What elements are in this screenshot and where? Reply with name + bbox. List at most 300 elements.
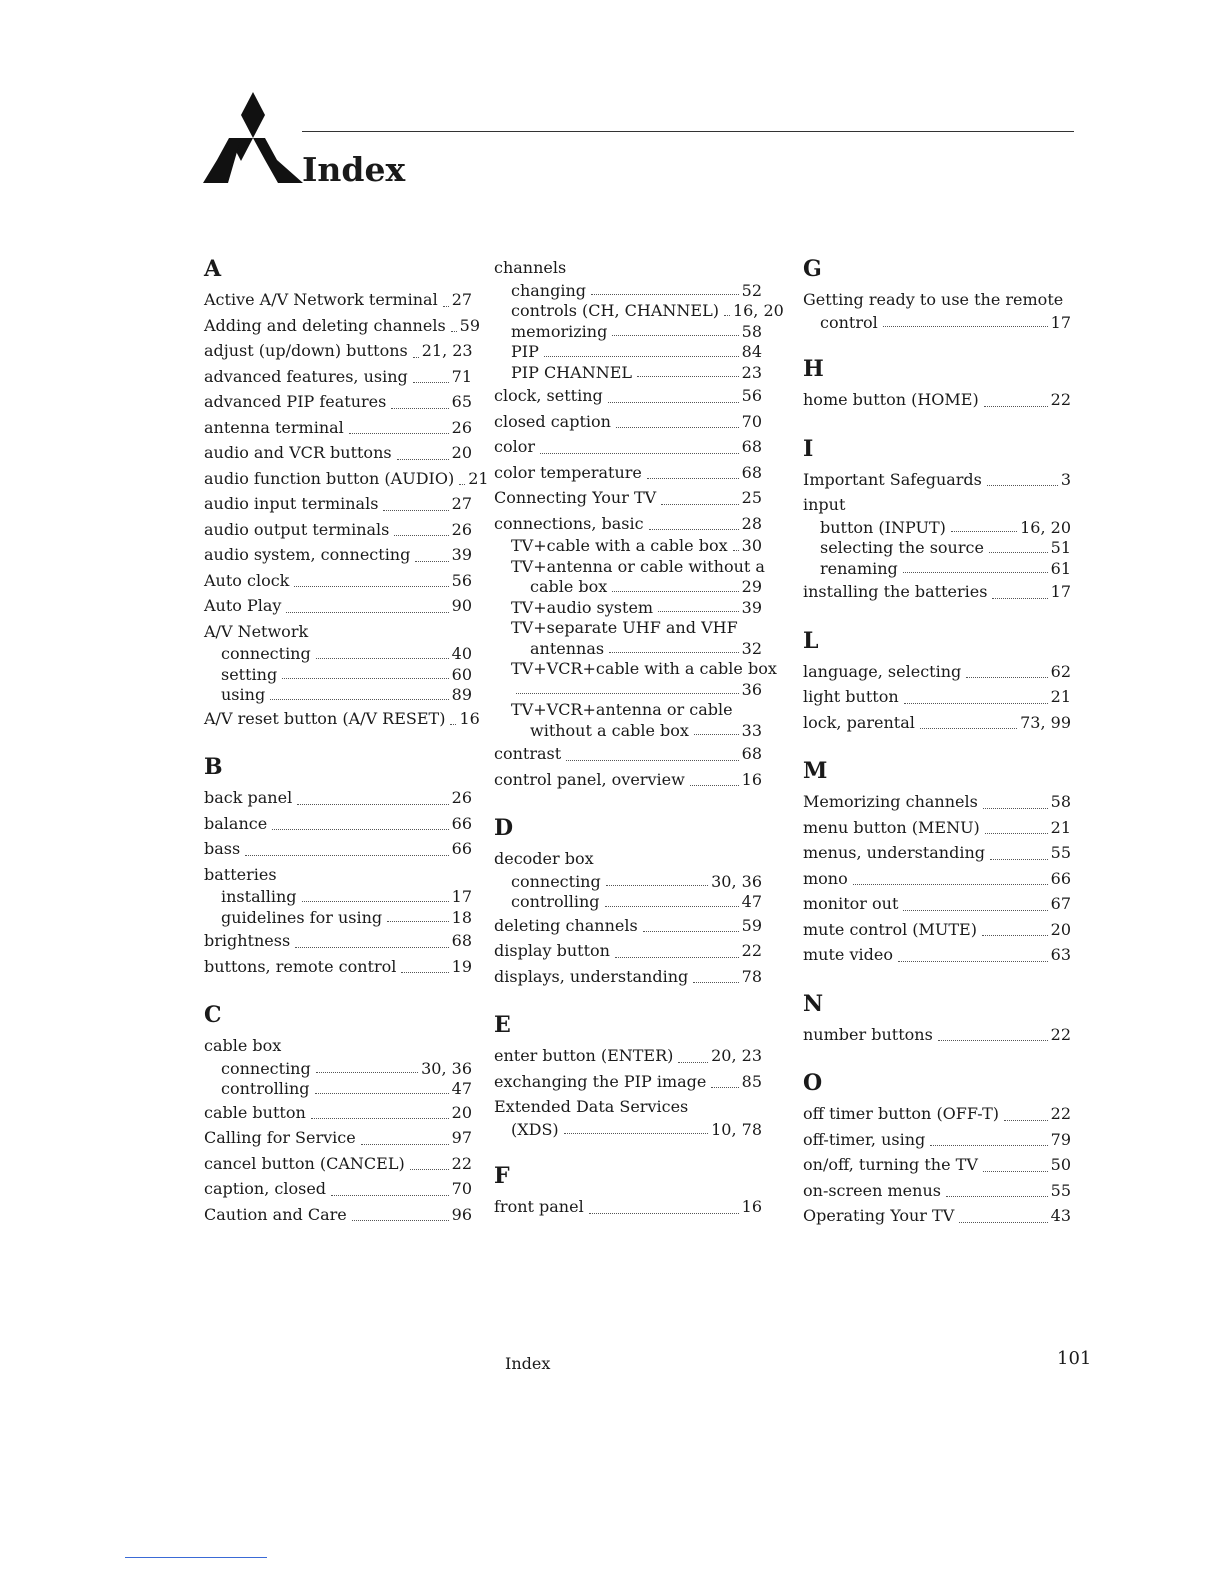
entry-page: 68 (741, 437, 762, 456)
index-subentry (204, 1059, 472, 1080)
entry-page: 56 (451, 570, 472, 590)
dot-leader (451, 331, 457, 332)
dot-leader (459, 484, 465, 485)
index-section-l (803, 627, 1071, 736)
index-entry (204, 836, 472, 862)
index-entry (204, 415, 472, 441)
entry-page: 90 (451, 596, 472, 615)
dot-leader (297, 804, 448, 805)
entry-term: Active A/V Network terminal (204, 290, 438, 309)
entry-term: mute control (MUTE) (803, 919, 977, 939)
dot-leader (294, 586, 448, 587)
entry-term: color (494, 437, 535, 456)
index-entry (204, 364, 472, 390)
entry-page: 96 (451, 1204, 472, 1224)
index-section-d (494, 814, 762, 989)
dot-leader (693, 982, 738, 983)
entry-page: 22 (1050, 390, 1071, 409)
index-entry (204, 1176, 472, 1202)
index-entry (803, 891, 1071, 917)
section-letter: I (803, 435, 814, 462)
entry-term: audio system, connecting (204, 545, 411, 564)
index-entry (204, 1033, 472, 1059)
entry-page: 22 (741, 941, 762, 960)
index-entry (803, 1101, 1071, 1127)
index-subentry (494, 700, 762, 721)
index-subentry (494, 536, 762, 557)
dot-leader (983, 808, 1048, 809)
index-entry (204, 954, 472, 980)
entry-term: connections, basic (494, 513, 644, 533)
entry-term: front panel (494, 1197, 584, 1216)
index-section-b (204, 753, 472, 979)
dot-leader (987, 485, 1058, 486)
entry-term: Auto Play (204, 596, 282, 615)
index-subentry (494, 301, 784, 322)
entry-term: button (INPUT) (820, 517, 946, 537)
dot-leader (903, 572, 1048, 573)
entry-page: 61 (1050, 558, 1071, 578)
dot-leader (649, 529, 739, 530)
dot-leader (352, 1220, 449, 1221)
entry-page: 68 (741, 462, 762, 482)
dot-leader (589, 1213, 739, 1214)
entry-page: 21 (1050, 817, 1071, 837)
entry-page: 30, 36 (711, 871, 762, 891)
entry-term: input (803, 495, 846, 514)
entry-term: clock, setting (494, 386, 603, 405)
entry-page: 40 (451, 644, 472, 663)
entry-page: 67 (1050, 894, 1071, 913)
entry-page: 79 (1050, 1129, 1071, 1149)
entry-term: Operating Your TV (803, 1206, 955, 1225)
index-entry (204, 287, 472, 313)
dot-leader (946, 1196, 1048, 1197)
index-section-i (803, 435, 1071, 605)
dot-leader (938, 1040, 1048, 1041)
index-subentry (803, 538, 1071, 559)
entry-term: mute video (803, 945, 893, 964)
entry-term: menu button (MENU) (803, 817, 980, 837)
entry-page: 55 (1050, 843, 1071, 862)
index-entry (803, 579, 1071, 605)
index-subentry (803, 518, 1071, 539)
dot-leader (724, 315, 730, 316)
dot-leader (608, 402, 739, 403)
dot-leader (383, 510, 448, 511)
index-subentry (494, 556, 765, 578)
entry-term: setting (221, 664, 278, 684)
entry-term: antennas (530, 638, 605, 658)
entry-page: 29 (741, 577, 762, 596)
entry-term: TV+audio system (511, 597, 654, 617)
index-subentry (204, 908, 472, 929)
index-entry (803, 866, 1071, 892)
entry-term: exchanging the PIP image (494, 1071, 707, 1091)
index-section-a (204, 255, 489, 731)
dot-leader (397, 459, 449, 460)
dot-leader (591, 294, 739, 295)
index-entry (494, 938, 762, 964)
index-subentry (204, 1079, 472, 1100)
entry-page: 25 (741, 488, 762, 507)
entry-term: changing (511, 280, 587, 300)
entry-term: cable box (530, 577, 608, 596)
entry-page: 19 (451, 956, 472, 976)
index-entry (204, 1202, 472, 1228)
dot-leader (415, 561, 448, 562)
entry-page: 30, 36 (421, 1058, 472, 1078)
entry-term: A/V Network (204, 621, 309, 641)
entry-page: 32 (741, 638, 762, 658)
index-column-3 (803, 255, 1071, 1251)
entry-term: without a cable box (530, 720, 689, 740)
dot-leader (516, 693, 739, 694)
entry-term: advanced features, using (204, 366, 408, 386)
entry-term: Getting ready to use the remote (803, 290, 1064, 309)
entry-term: TV+antenna or cable without a (511, 556, 765, 576)
entry-page: 26 (451, 519, 472, 539)
dot-leader (245, 855, 448, 856)
index-entry (494, 1069, 762, 1095)
entry-page: 16 (741, 1197, 762, 1216)
index-entry (803, 917, 1071, 943)
index-column-2 (494, 255, 784, 1242)
entry-page: 84 (741, 342, 762, 361)
entry-term: advanced PIP features (204, 392, 387, 411)
dot-leader (616, 427, 739, 428)
index-entry (204, 811, 472, 837)
entry-term: on-screen menus (803, 1180, 941, 1200)
index-subentry (494, 342, 762, 363)
index-entry (204, 440, 472, 466)
entry-term: back panel (204, 788, 293, 807)
index-entry (803, 710, 1071, 736)
dot-leader (694, 734, 739, 735)
index-entry (204, 619, 472, 645)
dot-leader (711, 1087, 738, 1088)
index-entry (803, 1127, 1071, 1153)
dot-leader (349, 433, 449, 434)
entry-page: 17 (1050, 312, 1071, 332)
index-section-h (803, 355, 1071, 413)
index-section-n (803, 990, 1071, 1048)
entry-page: 16 (459, 708, 480, 728)
dot-leader (566, 760, 738, 761)
entry-term: PIP (511, 342, 539, 361)
dot-leader (443, 306, 449, 307)
footer-label: Index (505, 1354, 551, 1373)
entry-term: color temperature (494, 462, 642, 482)
page-title: Index (302, 150, 406, 189)
dot-leader (678, 1062, 708, 1063)
dot-leader (612, 335, 738, 336)
index-entry (204, 491, 472, 517)
index-subentry (494, 639, 762, 660)
entry-term: renaming (820, 558, 898, 578)
index-subentry (803, 559, 1071, 580)
dot-leader (647, 478, 739, 479)
entry-page: 68 (451, 931, 472, 950)
dot-leader (966, 677, 1047, 678)
entry-term: display button (494, 941, 610, 960)
index-subentry (494, 721, 762, 742)
dot-leader (391, 408, 448, 409)
index-entry (494, 1194, 762, 1220)
section-letter: F (494, 1163, 510, 1189)
entry-term: TV+VCR+cable with a cable box (511, 659, 777, 678)
section-letter: D (494, 815, 514, 841)
entry-page: 27 (451, 494, 472, 513)
index-subentry (803, 313, 1071, 334)
entry-term: PIP CHANNEL (511, 362, 632, 382)
entry-page: 27 (451, 290, 473, 309)
dot-leader (609, 652, 739, 653)
dot-leader (658, 611, 739, 612)
index-subentry (494, 598, 762, 619)
entry-page: 21 (468, 468, 489, 488)
index-section-e (494, 1011, 762, 1140)
entry-term: channels (494, 258, 567, 277)
section-letter: O (803, 1070, 823, 1096)
entry-term: audio output terminals (204, 519, 390, 539)
entry-page: 20 (451, 443, 472, 462)
index-entry (204, 466, 489, 492)
entry-page: 16, 20 (732, 301, 784, 320)
entry-page: 18 (451, 907, 472, 927)
entry-term: menus, understanding (803, 843, 985, 862)
dot-leader (605, 906, 739, 907)
dot-leader (903, 910, 1047, 911)
index-subentry (204, 685, 472, 706)
dot-leader (661, 504, 738, 505)
dot-leader (883, 326, 1048, 327)
entry-term: control panel, overview (494, 769, 685, 789)
dot-leader (990, 859, 1048, 860)
entry-term: installing the batteries (803, 582, 988, 601)
entry-page: 22 (451, 1153, 472, 1173)
index-entry (803, 942, 1071, 968)
index-entry (494, 1043, 762, 1069)
entry-page: 63 (1050, 945, 1071, 964)
entry-page: 68 (741, 744, 762, 763)
entry-term: connecting (221, 1058, 311, 1078)
dot-leader (992, 598, 1047, 599)
index-subentry (494, 892, 762, 913)
entry-term: TV+cable with a cable box (511, 536, 728, 555)
entry-page: 73, 99 (1020, 712, 1071, 732)
entry-page: 22 (1050, 1104, 1071, 1123)
entry-term: bass (204, 839, 241, 858)
entry-term: Connecting Your TV (494, 488, 657, 507)
dot-leader (643, 931, 739, 932)
entry-page: 30 (741, 536, 762, 555)
entry-term: memorizing (511, 321, 608, 341)
entry-term: language, selecting (803, 661, 962, 681)
entry-page: 21, 23 (421, 341, 473, 360)
section-letter: N (803, 990, 824, 1017)
index-entry (204, 928, 472, 954)
entry-page: 39 (741, 597, 762, 617)
entry-page: 22 (1050, 1024, 1071, 1044)
dot-leader (544, 356, 739, 357)
entry-term: number buttons (803, 1024, 933, 1044)
index-entry (494, 511, 762, 537)
index-entry (803, 387, 1071, 413)
entry-page: 26 (451, 788, 472, 807)
dot-leader (282, 678, 448, 679)
index-entry (494, 913, 762, 939)
entry-term: installing (221, 887, 297, 906)
entry-page: 55 (1050, 1180, 1071, 1200)
entry-page: 3 (1060, 469, 1071, 489)
index-entry (803, 287, 1071, 313)
entry-term: lock, parental (803, 712, 915, 732)
entry-page: 16, 20 (1020, 517, 1071, 537)
dot-leader (272, 829, 448, 830)
entry-page: 33 (741, 720, 762, 740)
index-entry (803, 1203, 1071, 1229)
index-entry (494, 741, 762, 767)
index-section-o (803, 1069, 1071, 1229)
entry-term: selecting the source (820, 538, 984, 557)
entry-page: 58 (741, 321, 762, 341)
entry-page: 89 (451, 685, 472, 704)
entry-page: 47 (451, 1079, 472, 1098)
section-letter: A (204, 256, 222, 282)
dot-leader (930, 1145, 1047, 1146)
entry-term: cable box (204, 1036, 282, 1055)
index-entry (803, 1178, 1071, 1204)
index-subentry (494, 363, 762, 384)
entry-term: on/off, turning the TV (803, 1155, 978, 1174)
entry-term: audio and VCR buttons (204, 443, 392, 462)
index-entry (494, 767, 762, 793)
index-section-m (803, 757, 1071, 968)
dot-leader (540, 453, 739, 454)
index-column-1 (204, 255, 489, 1249)
index-entry (494, 383, 762, 409)
index-entry (204, 338, 472, 364)
index-entry (494, 434, 762, 460)
entry-page: 43 (1050, 1206, 1071, 1225)
index-entry (494, 460, 762, 486)
index-entry (204, 593, 472, 619)
dot-leader (302, 901, 449, 902)
dot-leader (270, 699, 448, 700)
dot-leader (983, 1171, 1048, 1172)
entry-page: 78 (741, 966, 762, 986)
entry-term: caption, closed (204, 1179, 327, 1198)
index-entry (494, 255, 762, 281)
entry-term: off-timer, using (803, 1129, 926, 1149)
entry-page: 59 (741, 915, 762, 935)
entry-page: 51 (1050, 538, 1071, 557)
entry-page: 23 (741, 362, 762, 382)
index-entry (803, 492, 1071, 518)
index-entry (204, 862, 472, 888)
entry-page: 56 (741, 386, 762, 405)
entry-page: 20 (451, 1102, 472, 1122)
entry-term: cancel button (CANCEL) (204, 1153, 405, 1173)
section-letter: E (494, 1012, 511, 1038)
dot-leader (690, 785, 739, 786)
entry-term: Auto clock (204, 570, 290, 590)
entry-term: TV+VCR+antenna or cable (511, 700, 733, 719)
index-subentry (204, 665, 472, 686)
dot-leader (286, 612, 448, 613)
index-entry (803, 840, 1071, 866)
dot-leader (413, 357, 419, 358)
index-entry (204, 313, 481, 339)
header-rule (302, 131, 1074, 132)
dot-leader (331, 1195, 449, 1196)
entry-term: (XDS) (511, 1119, 559, 1139)
dot-leader (959, 1222, 1047, 1223)
entry-page: 39 (451, 545, 472, 564)
dot-leader (898, 961, 1048, 962)
entry-term: guidelines for using (221, 907, 383, 927)
entry-page: 26 (451, 417, 472, 437)
entry-page: 70 (741, 411, 762, 431)
index-subentry (494, 1120, 762, 1141)
entry-page: 50 (1050, 1155, 1071, 1174)
dot-leader (316, 1072, 418, 1073)
index-subentry (204, 644, 472, 665)
entry-term: antenna terminal (204, 417, 344, 437)
index-entry (494, 846, 762, 872)
index-subentry (494, 618, 762, 639)
index-subentry (494, 680, 762, 701)
dot-leader (982, 935, 1048, 936)
index-entry (204, 517, 472, 543)
section-letter: M (803, 758, 828, 784)
index-entry (494, 1094, 762, 1120)
dot-leader (733, 550, 739, 551)
bottom-underline (125, 1557, 267, 1558)
dot-leader (1004, 1120, 1048, 1121)
index-entry (494, 964, 762, 990)
index-section-c (204, 1001, 472, 1227)
dot-leader (920, 728, 1017, 729)
entry-term: Important Safeguards (803, 469, 982, 489)
dot-leader (410, 1169, 449, 1170)
entry-page: 66 (1050, 868, 1071, 888)
index-section-f (494, 1162, 762, 1220)
index-subentry (204, 887, 472, 908)
entry-term: cable button (204, 1102, 306, 1122)
index-entry (803, 1022, 1071, 1048)
entry-page: 66 (451, 813, 472, 833)
entry-term: Adding and deleting channels (204, 315, 446, 335)
index-entry (204, 1151, 472, 1177)
index-entry (803, 467, 1071, 493)
dot-leader (361, 1144, 449, 1145)
dot-leader (387, 921, 448, 922)
entry-term: Calling for Service (204, 1128, 356, 1147)
index-subentry (494, 659, 777, 680)
dot-leader (315, 1093, 449, 1094)
entry-term: home button (HOME) (803, 390, 979, 409)
entry-term: A/V reset button (A/V RESET) (204, 708, 446, 728)
dot-leader (401, 972, 448, 973)
entry-page: 65 (451, 392, 472, 411)
index-section-continued (494, 255, 784, 792)
dot-leader (564, 1133, 708, 1134)
section-letter: H (803, 356, 824, 382)
index-entry (803, 789, 1071, 815)
entry-term: contrast (494, 744, 562, 763)
